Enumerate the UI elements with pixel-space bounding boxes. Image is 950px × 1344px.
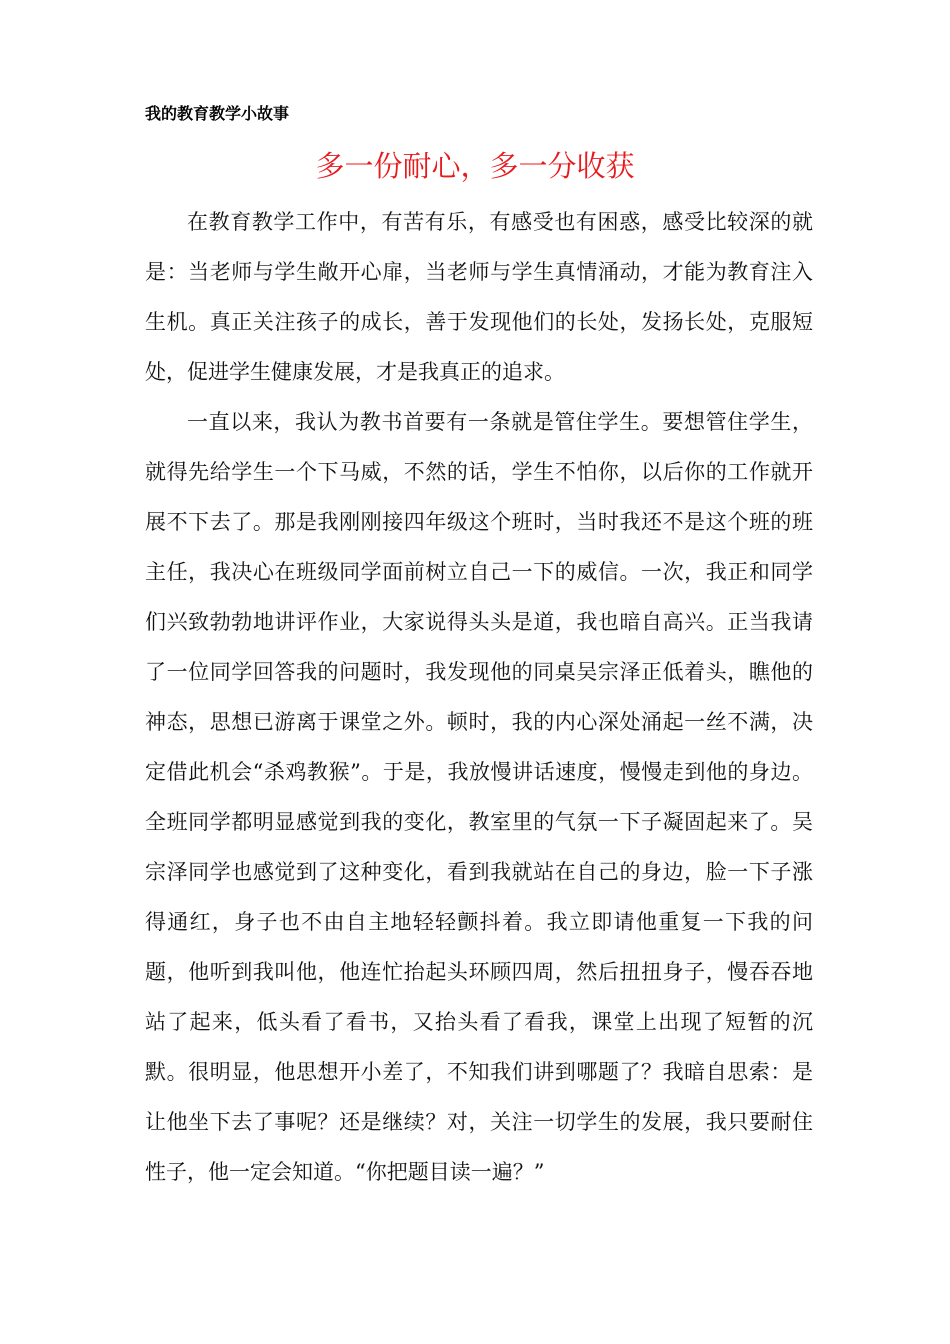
document-header-label: 我的教育教学小故事: [145, 104, 290, 123]
article-title: 多一份耐心，多一分收获: [315, 149, 635, 183]
paragraph-1: 在教育教学工作中，有苦有乐，有感受也有困惑，感受比较深的就是：当老师与学生敞开心扉，当老师与学生真情涌动，才能为教育注入生机。真正关注孩子的成长，善于发现他们的长处，发扬长处，克服短处，促进学生健康发展，才是我真正的追求。: [145, 210, 813, 384]
article-body: [145, 197, 813, 1197]
paragraph-2: 一直以来，我认为教书首要有一条就是管住学生。要想管住学生，就得先给学生一个下马威，不然的话，学生不怕你，以后你的工作就开展不下去了。那是我刚刚接四年级这个班时，当时我还不是这个班的班主任，我决心在班级同学面前树立自己一下的威信。一次，我正和同学们兴致勃勃地讲评作业，大家说得头头是道，我也暗自高兴。正当我请了一位同学回答我的问题时，我发现他的同桌吴宗泽正低着头，瞧他的神态，思想已游离于课堂之外。顿时，我的内心深处涌起一丝不满，决定借此机会“杀鸡教猴”。于是，我放慢讲话速度，慢慢走到他的身边。全班同学都明显感觉到我的变化，教室里的气氛一下子凝固起来了。吴宗泽同学也感觉到了这种变化，看到我就站在自己的身边，脸一下子涨得通红，身子也不由自主地轻轻颤抖着。我立即请他重复一下我的问题，他听到我叫他，他连忙抬起头环顾四周，然后扭扭身子，慢吞吞地站了起来，低头看了看书，又抬头看了看我，课堂上出现了短暂的沉默。很明显，他思想开小差了，不知我们讲到哪题了？我暗自思索：是让他坐下去了事呢？还是继续？对，关注一切学生的发展，我只要耐住性子，他一定会知道。“你把题目读一遍？”: [145, 410, 813, 1184]
